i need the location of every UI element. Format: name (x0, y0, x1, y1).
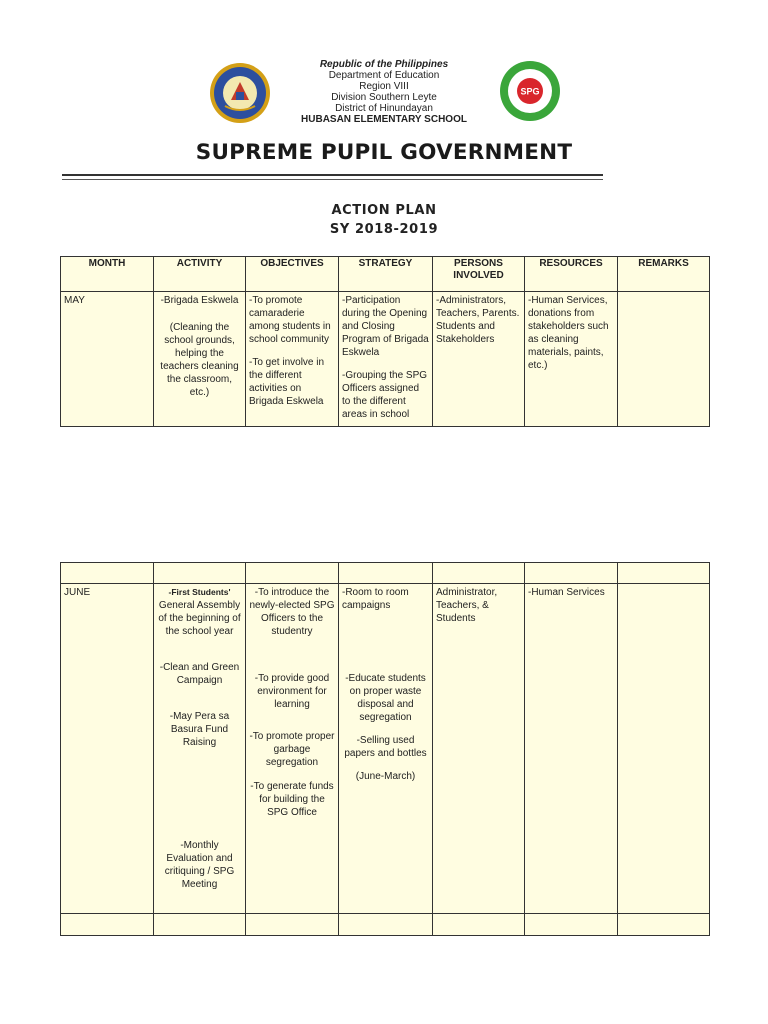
cell-activity (154, 584, 246, 914)
plan-title: ACTION PLAN (331, 203, 437, 218)
cell-objectives (246, 584, 339, 914)
cell-resources (525, 584, 618, 914)
header-month: MONTH (61, 257, 154, 292)
district-line: District of Hinundayan (335, 103, 433, 114)
month-may: MAY (64, 295, 85, 306)
cell-strategy (339, 584, 433, 914)
persons-text: -Administrators, Teachers, Parents. Students and Stakeholders (436, 295, 520, 345)
title-rule-thick (62, 174, 603, 176)
title-rule-thin (62, 179, 603, 180)
objective-text: -To promote proper garbage segregation (249, 731, 335, 768)
table-row-empty (61, 563, 710, 584)
cell-persons (433, 292, 525, 427)
activity-text: (Cleaning the school grounds, helping the teachers cleaning the classroom, etc.) (160, 322, 239, 398)
strategy-text: (June-March) (355, 771, 416, 782)
header-objectives: OBJECTIVES (246, 257, 339, 292)
objective-text: -To promote camaraderie among students in school community (249, 295, 331, 345)
header-resources: RESOURCES (525, 257, 618, 292)
cell-objectives (246, 292, 339, 427)
header-strategy: STRATEGY (339, 257, 433, 292)
activity-text: -Clean and Green Campaign (159, 662, 240, 686)
table-row-empty (61, 914, 710, 936)
table-header-row (61, 257, 710, 292)
cell-strategy (339, 292, 433, 427)
table-row (61, 584, 710, 914)
spg-seal-text: SPG (520, 86, 540, 97)
objective-text: -To generate funds for building the SPG Office (250, 781, 334, 818)
cell-remarks (618, 292, 710, 427)
cell-resources (525, 292, 618, 427)
strategy-text: -Room to room campaigns (342, 587, 409, 611)
strategy-text: -Educate students on proper waste disposal and segregation (345, 673, 426, 723)
plan-heading (0, 201, 768, 239)
cell-month (61, 292, 154, 427)
department-line: Department of Education (328, 70, 440, 81)
header-persons-involved: PERSONS INVOLVED (433, 257, 525, 292)
objective-text: -To get involve in the different activities on Brigada Eskwela (249, 357, 325, 407)
objective-text: -To introduce the newly-elected SPG Officers to the studentry (249, 587, 335, 637)
header-remarks: REMARKS (618, 257, 710, 292)
strategy-text: -Selling used papers and bottles (344, 735, 427, 759)
cell-activity (154, 292, 246, 427)
letterhead (250, 59, 518, 125)
activity-text: -Monthly Evaluation and critiquing / SPG Meeting (164, 840, 235, 890)
month-june: JUNE (64, 587, 91, 598)
division-line: Division Southern Leyte (331, 92, 437, 103)
school-name: HUBASAN ELEMENTARY SCHOOL (301, 114, 467, 125)
resources-text: -Human Services (528, 587, 605, 598)
strategy-text: -Grouping the SPG Officers assigned to the different areas in school (342, 370, 428, 420)
republic-line: Republic of the Philippines (319, 59, 449, 70)
school-year: SY 2018-2019 (329, 222, 439, 237)
activity-text: -Brigada Eskwela (160, 295, 239, 306)
header-activity: ACTIVITY (154, 257, 246, 292)
strategy-text: -Participation during the Opening and Closing Program of Brigada Eskwela (342, 295, 429, 358)
document-title: SUPREME PUPIL GOVERNMENT (195, 140, 573, 165)
objective-text: -To provide good environment for learning (254, 673, 330, 710)
persons-text: Administrator, Teachers, & Students (436, 587, 498, 624)
activity-text: General Assembly of the beginning of the school year (158, 600, 241, 637)
table-row (61, 292, 710, 427)
action-plan-table-may (60, 256, 710, 427)
cell-persons (433, 584, 525, 914)
cell-remarks (618, 584, 710, 914)
cell-month (61, 584, 154, 914)
region-line: Region VIII (359, 81, 409, 92)
activity-text: -May Pera sa Basura Fund Raising (169, 711, 230, 748)
activity-text: -First Students' (168, 587, 231, 597)
resources-text: -Human Services, donations from stakeholders such as cleaning materials, paints, etc.) (528, 295, 609, 371)
action-plan-table-june (60, 562, 710, 936)
